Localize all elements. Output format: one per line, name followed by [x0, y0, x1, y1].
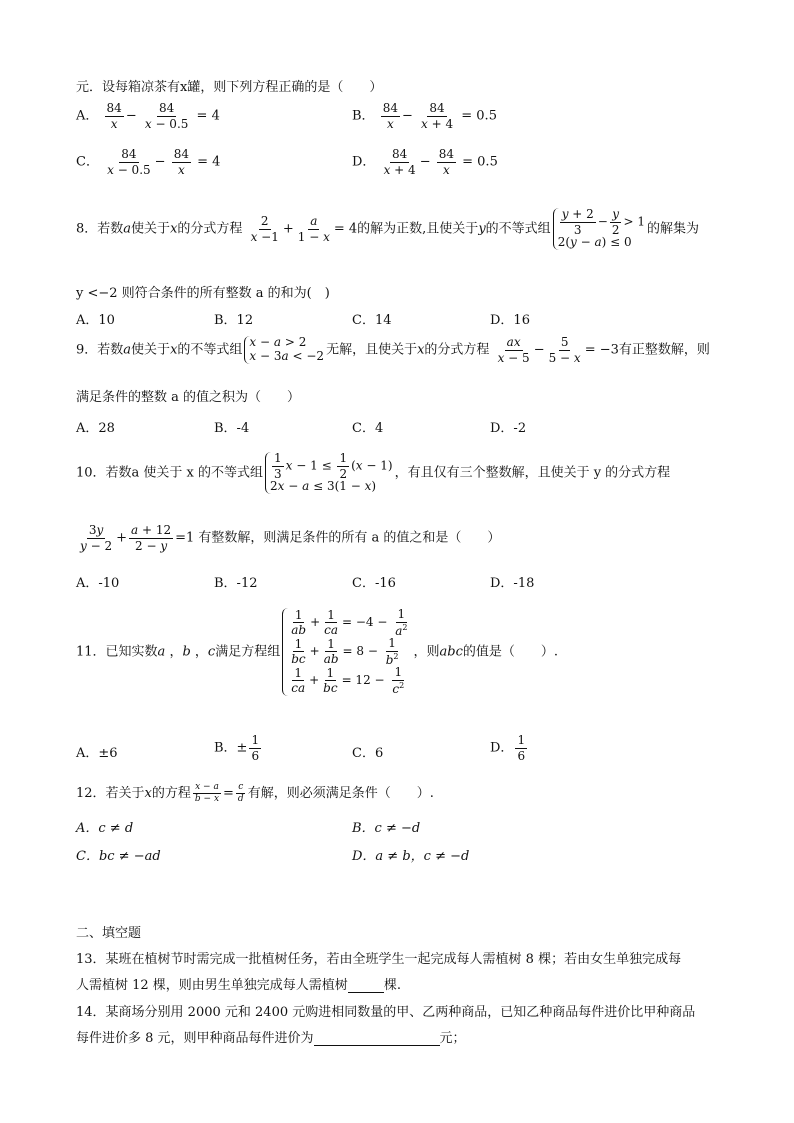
q12-text: 12．若关于: [76, 786, 145, 801]
inequality-system: x − a > 2 x − 3a < −2: [244, 336, 324, 364]
equation-rhs: = 4: [196, 108, 220, 124]
q7-option-c: C． $\frac{84}{x - 0.5}$ − $\frac{84}{x}$ = 4: [76, 147, 221, 177]
option-label: B．±: [214, 740, 248, 756]
q13-line1: 13．某班在植树节时需完成一批植树任务，若由全班学生一起完成每人需植树 8 棵；若由女生单独完成每: [76, 952, 682, 967]
q11-text: ，则: [413, 644, 440, 660]
q8-option-b: B．12: [214, 313, 254, 328]
q9-text: 无解，且使关于: [326, 342, 418, 358]
q12-stem: 12．若关于x的方程 $\frac{x - a}{b - x}$ = $\frac{c}{d}$ 有解，则必须满足条件（ ）.: [76, 781, 434, 804]
q12-option-b: B．c ≠ −d: [352, 821, 421, 836]
inequality-system: $\frac{y + 2}{3}$ − $\frac{y}{2}$ > 1 2(y − a) ≤ 0: [553, 208, 645, 250]
var-x: x: [170, 342, 178, 358]
option-label: B．: [352, 108, 375, 124]
q11-text: 11．已知实数: [76, 644, 158, 660]
q8-option-d: D．16: [490, 313, 530, 328]
equation-rhs: = 0.5: [461, 108, 497, 124]
var-abc: a: [157, 644, 166, 660]
fraction: $\frac{ax}{x - 5}$: [497, 335, 530, 365]
q9-option-a: A．28: [76, 421, 115, 436]
fraction: $\frac{a}{1 - x}$: [297, 213, 330, 244]
q9-text: 9．若数: [76, 342, 124, 358]
q14-line1: 14．某商场分别用 2000 元和 2400 元购进相同数量的甲、乙两种商品，已知乙种商品每件进价比甲种商品: [76, 1005, 696, 1020]
q10-stem: [76, 452, 670, 494]
inequality-system: $\frac{1}{3}$ x − 1 ≤ $\frac{1}{2}$ (x − 1) 2x − a ≤ 3(1 − x): [265, 452, 393, 494]
q7-option-d: D． $\frac{84}{x + 4}$ − $\frac{84}{x}$ = 0.5: [352, 147, 498, 177]
equation-system: $\frac{1}{ab}$ + $\frac{1}{ca}$ = −4 − $\frac{1}{a^2}$ $\frac{1}{bc}$ + $\frac{1}{ab}$ = 8 − $\frac{1}{b^2}$ $\frac{1}{ca}$ + $\frac{1}{bc}$ = 12 − $\frac{1}{c^2}$: [282, 608, 411, 696]
q10-option-a: A．-10: [76, 576, 120, 591]
answer-blank[interactable]: [348, 977, 384, 993]
equation-rhs: = 0.5: [462, 154, 498, 170]
q9-text: 的分式方程: [424, 342, 490, 358]
fraction: $\frac{x - a}{b - x}$: [194, 781, 220, 804]
var-x: x: [170, 221, 178, 237]
q9-text: 的不等式组: [177, 342, 243, 358]
q14-line2: [76, 1027, 466, 1046]
fraction: $\frac{84}{x + 4}$: [383, 147, 416, 177]
q10-text: 10．若数a 使关于 x 的不等式组: [76, 465, 264, 481]
fraction: $\frac{84}{x}$: [382, 101, 398, 131]
fraction: $\frac{1}{6}$: [251, 733, 260, 763]
option-label: A．: [76, 108, 99, 124]
section-title: 二、填空题: [76, 926, 142, 941]
q12-text: 有解，则必须满足条件（ ）.: [247, 786, 434, 801]
q9-text: = −3有正整数解，则: [584, 342, 710, 358]
var-a: a: [123, 342, 132, 358]
q10-text: =1 有整数解，则满足条件的所有 a 的值之和是（ ）: [175, 530, 501, 546]
q11-stem: 11．已知实数a ，b ，c满足方程组 $\frac{1}{ab}$ + $\frac{1}{ca}$ = −4 − $\frac{1}{a^2}$ $\frac{1}{bc}$ + $\frac{1}{ab}$ = 8 − $\frac{1}{b^2}$ $\frac{1}{ca}$ + $\frac{1}{bc}$ = 12 − $\frac{1}{c^2}$ ，则abc的值是（ ）.: [76, 607, 559, 696]
q8-text: 的解集为: [647, 221, 700, 237]
q11-option-a: A．±6: [76, 746, 118, 761]
q10-equation-line: $\frac{3y}{y - 2}$ + $\frac{a + 12}{2 - y}$ =1 有整数解，则满足条件的所有 a 的值之和是（ ）: [80, 523, 501, 553]
fraction: $\frac{5}{5 - x}$: [548, 335, 581, 365]
q14-text: 每件进价多 8 元，则甲种商品每件进价为: [76, 1031, 314, 1046]
q8-text: 的分式方程: [177, 221, 243, 237]
q11-option-b: [214, 734, 263, 762]
q12-option-a: A．c ≠ d: [76, 821, 134, 836]
fraction: $\frac{84}{x - 0.5}$: [144, 101, 189, 131]
q12-text: 的方程: [151, 786, 191, 801]
fraction: $\frac{84}{x}$: [438, 147, 454, 177]
q9-option-d: D．-2: [490, 421, 527, 436]
fraction: $\frac{84}{x}$: [173, 147, 189, 177]
option-label: D．: [490, 740, 514, 756]
q11-text: 满足方程组: [215, 644, 281, 660]
q11-option-c: C．6: [352, 746, 384, 761]
q10-text: ，有且仅有三个整数解，且使关于 y 的分式方程: [394, 465, 671, 481]
q9-option-c: C．4: [352, 421, 384, 436]
var-abc-product: abc: [439, 644, 463, 660]
q8-stem-continued: y <−2 则符合条件的所有整数 a 的和为( ): [76, 286, 330, 301]
q7-option-b: B． $\frac{84}{x}$ − $\frac{84}{x + 4}$ = 0.5: [352, 101, 497, 131]
q8-option-a: A．10: [76, 313, 115, 328]
var-a: a: [123, 221, 132, 237]
q9-option-b: B．-4: [214, 421, 250, 436]
q10-option-d: D．-18: [490, 576, 535, 591]
q9-stem-continued: 满足条件的整数 a 的值之积为（ ）: [76, 390, 301, 405]
fraction: $\frac{1}{6}$: [517, 733, 526, 763]
q10-option-c: C．-16: [352, 576, 396, 591]
q8-text: 8．若数: [76, 221, 124, 237]
q7-stem: 元．设每箱凉茶有x罐，则下列方程正确的是（ ）: [76, 80, 383, 95]
q13-text: 棵.: [383, 978, 401, 993]
q9-text: 使关于: [131, 342, 171, 358]
q14-text: 元；: [439, 1031, 466, 1046]
q12-option-c: C．bc ≠ −ad: [76, 849, 161, 864]
q8-text: 的不等式组: [485, 221, 551, 237]
fraction: $\frac{c}{d}$: [237, 781, 244, 804]
answer-blank[interactable]: [314, 1030, 440, 1046]
fraction: $\frac{84}{x - 0.5}$: [107, 147, 151, 177]
fraction: $\frac{a + 12}{2 - y}$: [131, 523, 172, 553]
q10-option-b: B．-12: [214, 576, 258, 591]
q13-line2: [76, 974, 401, 993]
q11-option-d: [490, 734, 529, 762]
q8-text: 使关于: [131, 221, 171, 237]
option-label: C．: [76, 154, 99, 170]
fraction: $\frac{3y}{y - 2}$: [80, 523, 113, 553]
var-x: x: [144, 786, 152, 801]
var-y: y: [478, 221, 486, 237]
q11-text: 的值是（ ）.: [462, 644, 559, 660]
q8-stem: 8．若数a使关于x的分式方程 $\frac{2}{x -1}$ + $\frac{a}{1 - x}$ = 4的解为正数,且使关于y的不等式组 $\frac{y + 2}{3}$ − $\frac{y}{2}$ > 1 2(y − a) ≤ 0 的解集为: [76, 207, 700, 250]
q8-text: = 4的解为正数,且使关于: [333, 221, 479, 237]
q12-option-d: D．a ≠ b，c ≠ −d: [352, 849, 470, 864]
option-label: D．: [352, 154, 376, 170]
q7-option-a: A． $\frac{84}{x}$ − $\frac{84}{x - 0.5}$ = 4: [76, 101, 220, 131]
q13-text: 人需植树 12 棵，则由男生单独完成每人需植树: [76, 978, 348, 993]
fraction: $\frac{84}{x + 4}$: [421, 101, 454, 131]
q8-option-c: C．14: [352, 313, 392, 328]
fraction: $\frac{84}{x}$: [106, 101, 122, 131]
fraction: $\frac{2}{x -1}$: [250, 213, 279, 244]
equation-rhs: = 4: [197, 154, 221, 170]
var-x: x: [417, 342, 425, 358]
q9-stem: 9．若数a使关于x的不等式组 x − a > 2 x − 3a < −2 无解，且使关于x的分式方程 $\frac{ax}{x - 5}$ − $\frac{5}{5 - x}$ = −3有正整数解，则: [76, 335, 710, 365]
